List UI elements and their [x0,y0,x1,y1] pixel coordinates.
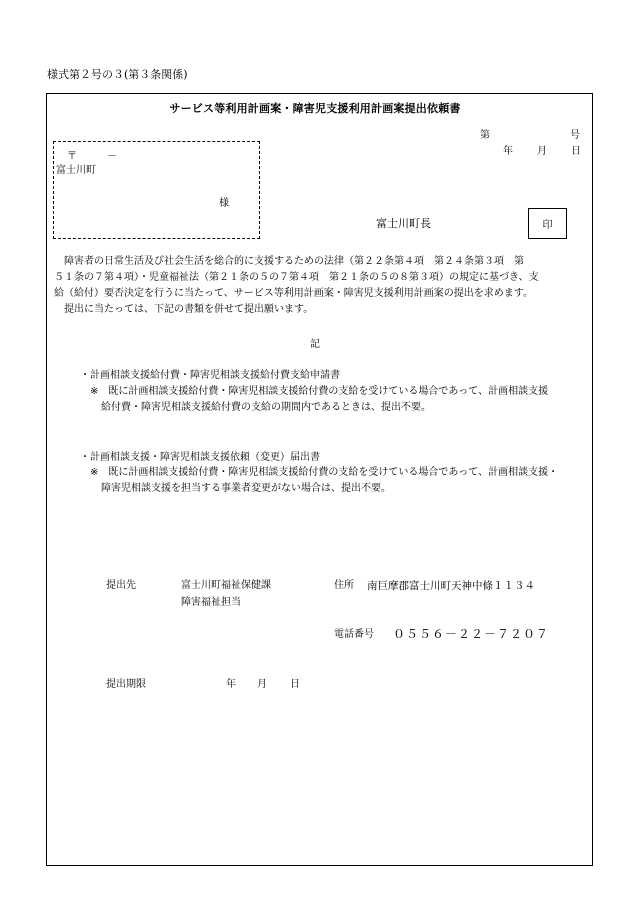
submit-to-team: 障害福祉担当 [181,597,241,608]
item-1-note-line-2: 給付費・障害児相談支援給付費の支給の期間内であるときは、提出不要。 [101,402,431,413]
item-1-title: ・計画相談支援給付費・障害児相談支援給付費支給申請書 [80,370,340,381]
seal-label: 印 [542,220,553,231]
deadline-day: 日 [290,679,300,690]
item-2-note-line-2: 障害児相談支援を担当する事業者変更がない場合は、提出不要。 [101,483,391,494]
recipient-town: 富士川町 [56,165,96,176]
phone-label: 電話番号 [334,629,374,640]
address-value: 南巨摩郡富士川町天神中條１１３４ [367,580,535,592]
body-line-1: 障害者の日常生活及び社会生活を総合的に支援するための法律（第２２条第４項 第２４条第３項 第 [54,256,524,267]
recipient-honorific: 様 [219,198,229,209]
postal-code: 〒 － [67,151,117,162]
submit-to-dept: 富士川町福祉保健課 [181,580,271,591]
deadline-year: 年 [226,679,236,690]
issuer-name: 富士川町長 [376,217,431,230]
doc-number-go: 号 [570,130,580,141]
date-day: 日 [571,146,581,157]
date-month: 月 [537,146,547,157]
body-line-4: 提出に当たっては、下記の書類を併せて提出願います。 [54,304,314,315]
document-title: サービス等利用計画案・障害児支援利用計画案提出依頼書 [169,102,461,115]
ki-heading: 記 [310,339,320,350]
doc-number-dai: 第 [480,130,490,141]
body-line-3: 給（給付）要否決定を行うに当たって、サービス等利用計画案・障害児支援利用計画案の提出を求めます。 [54,288,533,299]
seal-box [528,208,567,239]
phone-value: ０５５６－２２－７２０７ [393,627,550,641]
body-line-2: ５１条の７第４項）・児童福祉法（第２１条の５の７第４項 第２１条の５の８第３項）の規定に基づき、支 [54,272,539,283]
deadline-label: 提出期限 [106,679,146,690]
deadline-month: 月 [257,679,267,690]
item-1-note-line-1: ※ 既に計画相談支援給付費・障害児相談支援給付費の支給を受けている場合であって、計画相談支援 [90,386,549,397]
item-2-title: ・計画相談支援・障害児相談支援依頼（変更）届出書 [80,452,320,463]
item-2-note-line-1: ※ 既に計画相談支援給付費・障害児相談支援給付費の支給を受けている場合であって、計画相談支援・ [90,467,559,478]
date-year: 年 [503,146,513,157]
submit-to-label: 提出先 [106,580,136,591]
address-label: 住所 [334,580,354,591]
form-label: 様式第２号の３(第３条関係) [47,68,188,81]
